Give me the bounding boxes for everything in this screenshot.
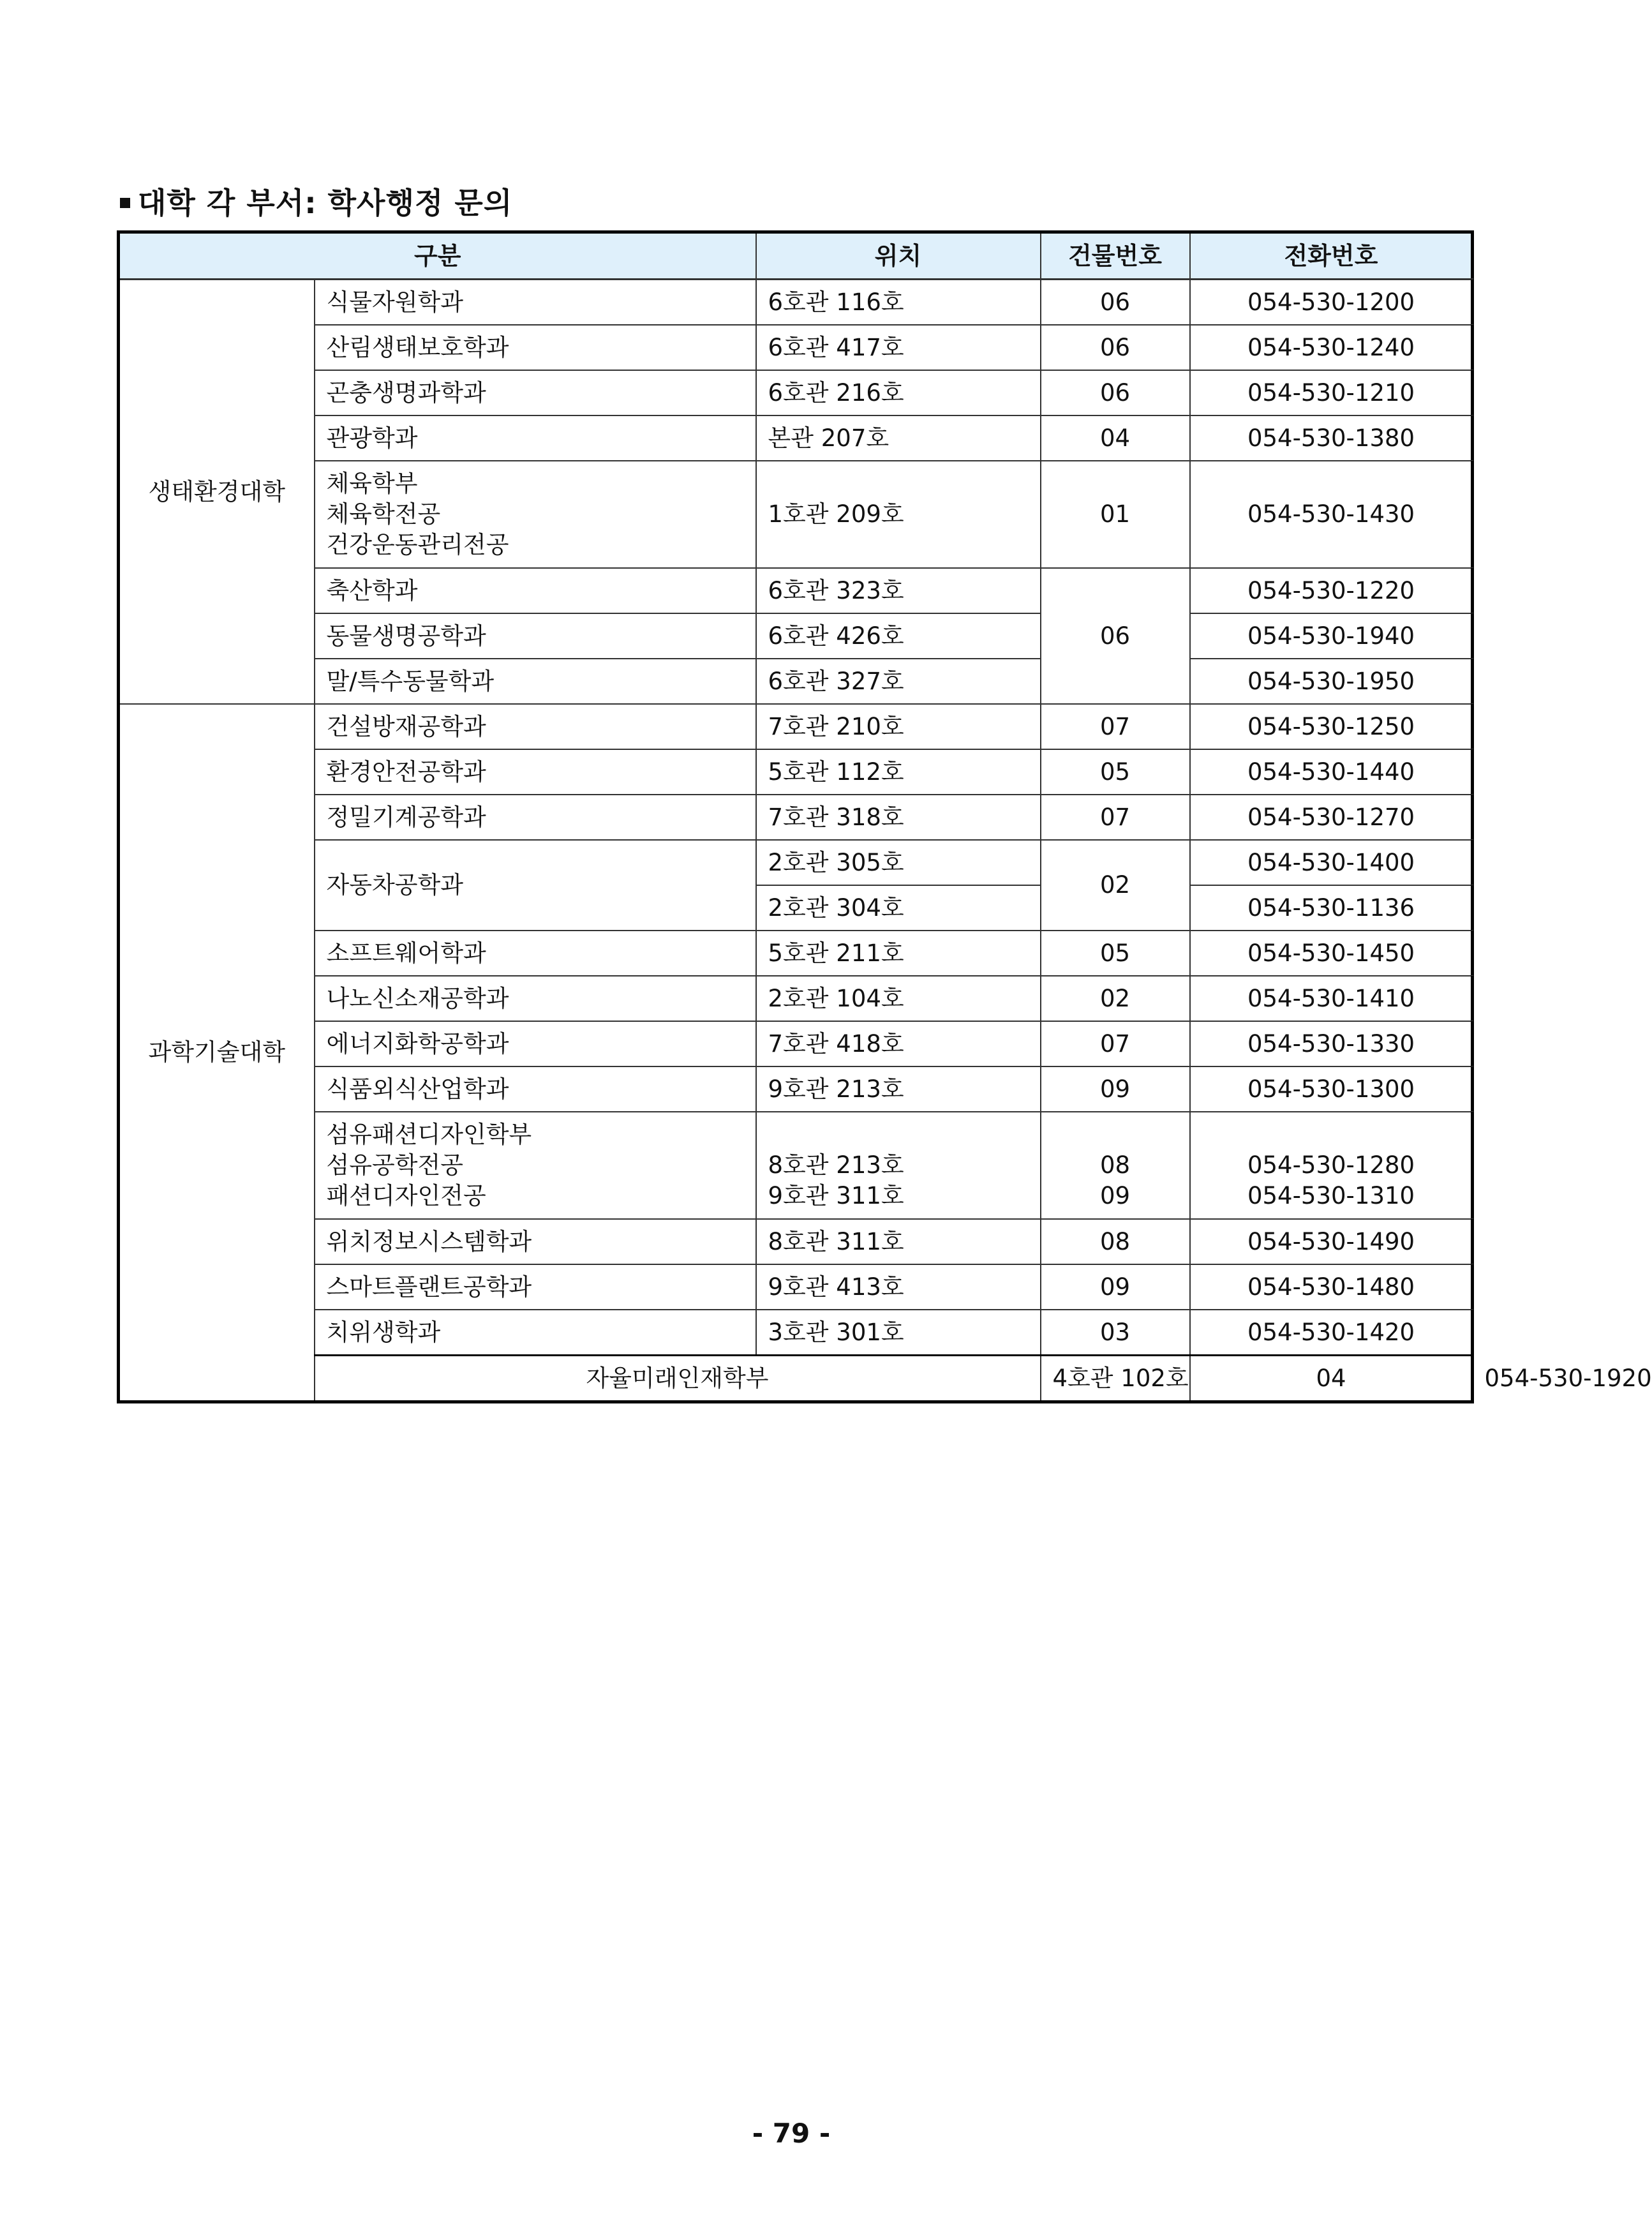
dept-line: 건강운동관리전공 bbox=[326, 531, 509, 558]
dept-name: 곤충생명과학과 bbox=[315, 370, 756, 415]
dept-location: 9호관 213호 bbox=[756, 1066, 1041, 1112]
table-row bbox=[119, 749, 1473, 795]
dept-name: 스마트플랜트공학과 bbox=[315, 1264, 756, 1310]
dept-building: 09 bbox=[1041, 1066, 1190, 1112]
dept-line: 체육학부 bbox=[326, 470, 418, 497]
dept-building: 07 bbox=[1041, 704, 1190, 749]
department-contact-table bbox=[117, 230, 1652, 1403]
table-row bbox=[119, 931, 1473, 976]
dept-building: 06 bbox=[1041, 325, 1190, 370]
dept-location: 5호관 211호 bbox=[756, 931, 1041, 976]
dept-name: 관광학과 bbox=[315, 415, 756, 461]
dept-building: 01 bbox=[1041, 461, 1190, 568]
dept-phone: 054-530-1490 bbox=[1190, 1219, 1473, 1264]
table-row bbox=[119, 659, 1473, 704]
dept-location: 3호관 301호 bbox=[756, 1310, 1041, 1356]
dept-name: 정밀기계공학과 bbox=[315, 795, 756, 840]
dept-location: 7호관 318호 bbox=[756, 795, 1041, 840]
college-eco: 생태환경대학 bbox=[119, 280, 315, 705]
dept-building: 06 bbox=[1041, 280, 1190, 325]
dept-location: 7호관 210호 bbox=[756, 704, 1041, 749]
header-building: 건물번호 bbox=[1041, 232, 1190, 280]
dept-name-multiline bbox=[315, 461, 756, 568]
dept-line: 체육학전공 bbox=[326, 500, 441, 528]
dept-building: 08 bbox=[1041, 1219, 1190, 1264]
table-row bbox=[119, 1219, 1473, 1264]
phone-line: 054-530-1310 bbox=[1247, 1182, 1415, 1209]
dept-name: 자동차공학과 bbox=[315, 840, 756, 931]
dept-line: 섬유패션디자인학부 bbox=[326, 1121, 532, 1148]
dept-location: 6호관 323호 bbox=[756, 568, 1041, 613]
dept-name: 식물자원학과 bbox=[315, 280, 756, 325]
table-row bbox=[119, 1021, 1473, 1066]
dept-name: 치위생학과 bbox=[315, 1310, 756, 1356]
dept-name: 위치정보시스템학과 bbox=[315, 1219, 756, 1264]
dept-phone: 054-530-1136 bbox=[1190, 885, 1473, 931]
section-title bbox=[120, 180, 512, 222]
dept-building: 02 bbox=[1041, 976, 1190, 1021]
dept-building: 09 bbox=[1041, 1264, 1190, 1310]
dept-location: 2호관 104호 bbox=[756, 976, 1041, 1021]
dept-location: 6호관 417호 bbox=[756, 325, 1041, 370]
dept-building: 07 bbox=[1041, 1021, 1190, 1066]
phone-line bbox=[1202, 1119, 1461, 1150]
college-sci: 과학기술대학 bbox=[119, 704, 315, 1402]
table-row bbox=[119, 568, 1473, 613]
dept-location: 4호관 102호 bbox=[1041, 1356, 1190, 1402]
table-header-row bbox=[119, 232, 1473, 280]
dept-location: 7호관 418호 bbox=[756, 1021, 1041, 1066]
dept-name: 식품외식산업학과 bbox=[315, 1066, 756, 1112]
dept-location: 6호관 426호 bbox=[756, 613, 1041, 659]
building-line bbox=[1053, 1119, 1178, 1150]
page-number: - 79 - bbox=[752, 2118, 831, 2149]
table-row bbox=[119, 976, 1473, 1021]
dept-name: 말/특수동물학과 bbox=[315, 659, 756, 704]
dept-building: 04 bbox=[1190, 1356, 1473, 1402]
dept-location: 5호관 112호 bbox=[756, 749, 1041, 795]
table-row bbox=[119, 1310, 1473, 1356]
dept-phone-multiline bbox=[1190, 1112, 1473, 1219]
dept-phone: 054-530-1210 bbox=[1190, 370, 1473, 415]
dept-phone: 054-530-1380 bbox=[1190, 415, 1473, 461]
dept-name: 동물생명공학과 bbox=[315, 613, 756, 659]
dept-building: 07 bbox=[1041, 795, 1190, 840]
table-row bbox=[119, 795, 1473, 840]
table-row bbox=[119, 325, 1473, 370]
header-category: 구분 bbox=[119, 232, 756, 280]
dept-location: 6호관 327호 bbox=[756, 659, 1041, 704]
table-row bbox=[119, 415, 1473, 461]
dept-building: 03 bbox=[1041, 1310, 1190, 1356]
building-line: 09 bbox=[1099, 1182, 1131, 1209]
dept-building: 06 bbox=[1041, 370, 1190, 415]
dept-location: 2호관 304호 bbox=[756, 885, 1041, 931]
dept-phone: 054-530-1240 bbox=[1190, 325, 1473, 370]
table-row bbox=[119, 280, 1473, 325]
dept-name: 축산학과 bbox=[315, 568, 756, 613]
location-line: 9호관 311호 bbox=[768, 1182, 904, 1209]
dept-location: 본관 207호 bbox=[756, 415, 1041, 461]
table-row bbox=[119, 1112, 1473, 1219]
dept-phone: 054-530-1300 bbox=[1190, 1066, 1473, 1112]
dept-phone: 054-530-1940 bbox=[1190, 613, 1473, 659]
dept-name-multiline bbox=[315, 1112, 756, 1219]
table-row bbox=[119, 370, 1473, 415]
dept-location: 6호관 116호 bbox=[756, 280, 1041, 325]
dept-phone: 054-530-1420 bbox=[1190, 1310, 1473, 1356]
dept-building: 05 bbox=[1041, 931, 1190, 976]
dept-name-independent: 자율미래인재학부 bbox=[315, 1356, 1041, 1402]
dept-building: 04 bbox=[1041, 415, 1190, 461]
dept-phone: 054-530-1450 bbox=[1190, 931, 1473, 976]
location-line bbox=[768, 1119, 1029, 1150]
dept-phone: 054-530-1270 bbox=[1190, 795, 1473, 840]
dept-phone: 054-530-1480 bbox=[1190, 1264, 1473, 1310]
dept-name: 환경안전공학과 bbox=[315, 749, 756, 795]
dept-line: 섬유공학전공 bbox=[326, 1151, 463, 1179]
dept-name: 산림생태보호학과 bbox=[315, 325, 756, 370]
dept-location: 1호관 209호 bbox=[756, 461, 1041, 568]
dept-name: 에너지화학공학과 bbox=[315, 1021, 756, 1066]
dept-location: 2호관 305호 bbox=[756, 840, 1041, 885]
dept-line: 패션디자인전공 bbox=[326, 1182, 486, 1209]
location-line: 8호관 213호 bbox=[768, 1151, 904, 1179]
table-row bbox=[119, 704, 1473, 749]
table-row bbox=[119, 1066, 1473, 1112]
dept-building-multiline bbox=[1041, 1112, 1190, 1219]
header-phone: 전화번호 bbox=[1190, 232, 1473, 280]
table-row: 자율미래인재학부 4호관 102호 04 054-530-1920 bbox=[119, 1356, 1473, 1402]
dept-building: 06 bbox=[1041, 568, 1190, 704]
table-row bbox=[119, 1264, 1473, 1310]
dept-location: 9호관 413호 bbox=[756, 1264, 1041, 1310]
dept-name: 나노신소재공학과 bbox=[315, 976, 756, 1021]
dept-location-multiline bbox=[756, 1112, 1041, 1219]
dept-name: 소프트웨어학과 bbox=[315, 931, 756, 976]
dept-phone: 054-530-1250 bbox=[1190, 704, 1473, 749]
dept-phone: 054-530-1410 bbox=[1190, 976, 1473, 1021]
dept-phone: 054-530-1330 bbox=[1190, 1021, 1473, 1066]
table-row bbox=[119, 840, 1473, 885]
table-row bbox=[119, 461, 1473, 568]
header-location: 위치 bbox=[756, 232, 1041, 280]
dept-phone: 054-530-1950 bbox=[1190, 659, 1473, 704]
dept-location: 8호관 311호 bbox=[756, 1219, 1041, 1264]
table-row bbox=[119, 613, 1473, 659]
dept-name: 건설방재공학과 bbox=[315, 704, 756, 749]
section-title-text: 대학 각 부서: 학사행정 문의 bbox=[138, 186, 513, 220]
dept-phone: 054-530-1400 bbox=[1190, 840, 1473, 885]
dept-building: 02 bbox=[1041, 840, 1190, 931]
dept-building: 05 bbox=[1041, 749, 1190, 795]
dept-location: 6호관 216호 bbox=[756, 370, 1041, 415]
dept-phone: 054-530-1430 bbox=[1190, 461, 1473, 568]
dept-phone: 054-530-1440 bbox=[1190, 749, 1473, 795]
dept-phone: 054-530-1220 bbox=[1190, 568, 1473, 613]
building-line: 08 bbox=[1099, 1151, 1131, 1179]
square-bullet-icon bbox=[120, 198, 130, 208]
phone-line: 054-530-1280 bbox=[1247, 1151, 1415, 1179]
dept-phone: 054-530-1200 bbox=[1190, 280, 1473, 325]
